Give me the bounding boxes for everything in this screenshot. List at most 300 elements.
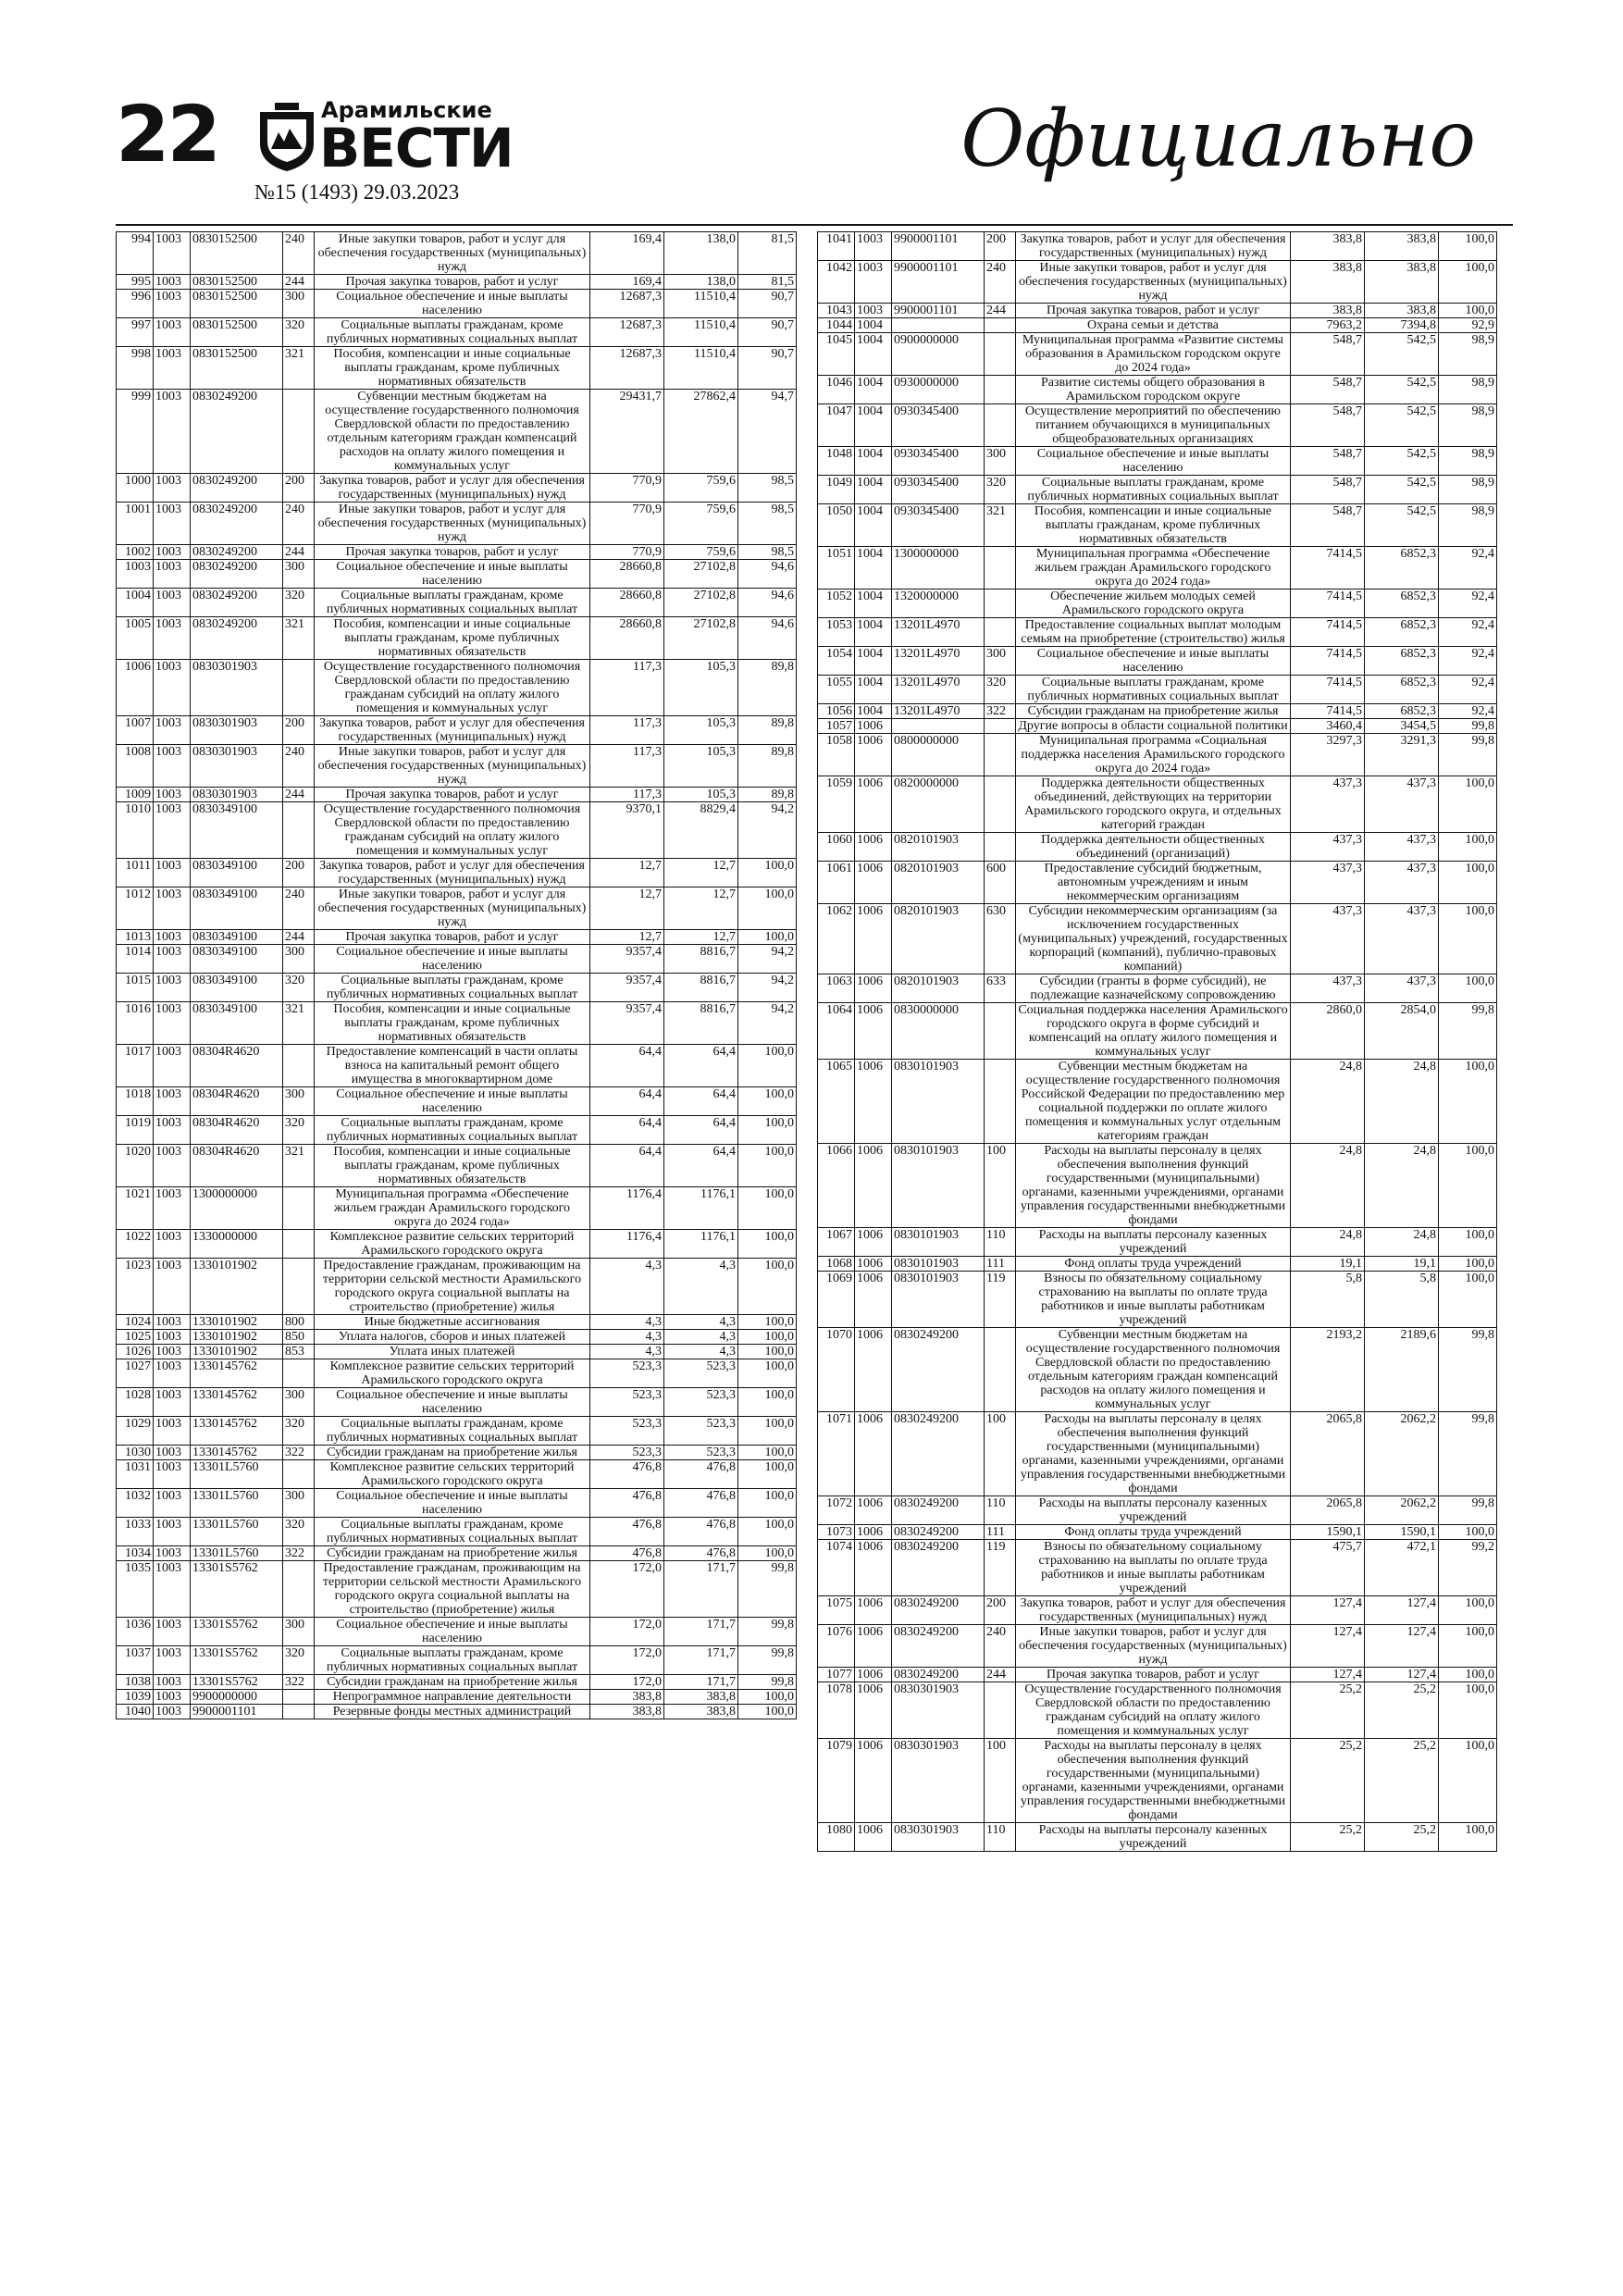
row-number: 1031: [117, 1460, 154, 1489]
expense-type-code: [985, 833, 1016, 862]
expense-type-code: 320: [283, 1646, 315, 1675]
item-name: Субвенции местным бюджетам на осуществление государственного полномочия Свердловской области по предоставлению отдельным категориям граждан компенсаций расходов на оплату жилого помещения и коммунальных услуг: [315, 390, 590, 474]
item-name: Обеспечение жильем молодых семей Арамильского городского округа: [1016, 590, 1291, 618]
executed-amount: 759,6: [664, 474, 738, 503]
section-code: 1004: [855, 447, 892, 476]
executed-amount: 383,8: [664, 1690, 738, 1705]
executed-amount: 3291,3: [1365, 734, 1439, 776]
section-code: 1003: [154, 545, 191, 560]
target-article-code: 0830152500: [191, 275, 283, 290]
table-row: [117, 1618, 797, 1646]
row-number: 1070: [818, 1328, 855, 1412]
execution-percent: 89,8: [738, 745, 797, 788]
header-rule: [116, 224, 1513, 226]
item-name: Непрограммное направление деятельности: [315, 1690, 590, 1705]
execution-percent: 94,2: [738, 1002, 797, 1045]
item-name: Расходы на выплаты персоналу в целях обеспечения выполнения функций государственными (муниципальными) органами, казенными учреждениями, органами управления государственными внебюджетными фондами: [1016, 1739, 1291, 1823]
table-row: [818, 676, 1497, 704]
planned-amount: 7414,5: [1291, 590, 1365, 618]
target-article-code: 1330145762: [191, 1359, 283, 1388]
expense-type-code: 300: [985, 647, 1016, 676]
table-row: [818, 1496, 1497, 1525]
planned-amount: 523,3: [590, 1417, 664, 1446]
expense-type-code: 240: [283, 745, 315, 788]
expense-type-code: 244: [985, 304, 1016, 318]
table-row: [818, 447, 1497, 476]
row-number: 1008: [117, 745, 154, 788]
executed-amount: 2062,2: [1365, 1496, 1439, 1525]
expense-type-code: 320: [283, 1417, 315, 1446]
expense-type-code: [283, 1690, 315, 1705]
expense-type-code: 800: [283, 1315, 315, 1330]
section-code: 1003: [154, 716, 191, 745]
row-number: 1018: [117, 1087, 154, 1116]
expense-type-code: 244: [283, 275, 315, 290]
target-article-code: 0830249200: [191, 503, 283, 545]
item-name: Прочая закупка товаров, работ и услуг: [315, 788, 590, 802]
execution-percent: 100,0: [1439, 1228, 1497, 1257]
target-article-code: 1330145762: [191, 1417, 283, 1446]
item-name: Муниципальная программа «Развитие системы образования в Арамильском городском округе до 2024 года»: [1016, 333, 1291, 376]
expense-type-code: 200: [283, 474, 315, 503]
table-row: [818, 1682, 1497, 1739]
item-name: Социальное обеспечение и иные выплаты населению: [315, 1618, 590, 1646]
right-column: [817, 231, 1496, 1852]
section-code: 1003: [154, 802, 191, 859]
item-name: Социальное обеспечение и иные выплаты населению: [315, 560, 590, 589]
section-code: 1003: [154, 974, 191, 1002]
execution-percent: 100,0: [1439, 1596, 1497, 1625]
target-article-code: 0830249200: [892, 1668, 985, 1682]
execution-percent: 100,0: [738, 1489, 797, 1518]
item-name: Социальные выплаты гражданам, кроме публичных нормативных социальных выплат: [315, 318, 590, 347]
row-number: 1006: [117, 660, 154, 716]
executed-amount: 383,8: [664, 1705, 738, 1719]
executed-amount: 64,4: [664, 1145, 738, 1187]
section-code: 1004: [855, 704, 892, 719]
planned-amount: 2065,8: [1291, 1496, 1365, 1525]
table-row: [818, 318, 1497, 333]
executed-amount: 542,5: [1365, 333, 1439, 376]
executed-amount: 24,8: [1365, 1228, 1439, 1257]
left-column: [116, 231, 796, 1719]
execution-percent: 100,0: [738, 1446, 797, 1460]
target-article-code: 1300000000: [892, 547, 985, 590]
row-number: 1054: [818, 647, 855, 676]
table-row: [818, 590, 1497, 618]
section-code: 1003: [154, 887, 191, 930]
target-article-code: 9900000000: [191, 1690, 283, 1705]
row-number: 1049: [818, 476, 855, 504]
row-number: 1066: [818, 1144, 855, 1228]
planned-amount: 2065,8: [1291, 1412, 1365, 1496]
executed-amount: 8816,7: [664, 945, 738, 974]
section-code: 1006: [855, 776, 892, 833]
item-name: Расходы на выплаты персоналу казенных учреждений: [1016, 1823, 1291, 1852]
executed-amount: 476,8: [664, 1460, 738, 1489]
execution-percent: 100,0: [738, 1546, 797, 1561]
item-name: Предоставление компенсаций в части оплаты взноса на капитальный ремонт общего имущества в многоквартирном доме: [315, 1045, 590, 1087]
target-article-code: 1330145762: [191, 1388, 283, 1417]
expense-type-code: [985, 333, 1016, 376]
section-code: 1006: [855, 1668, 892, 1682]
executed-amount: 1590,1: [1365, 1525, 1439, 1540]
section-code: 1003: [154, 1359, 191, 1388]
planned-amount: 4,3: [590, 1345, 664, 1359]
row-number: 1050: [818, 504, 855, 547]
target-article-code: [892, 719, 985, 734]
planned-amount: 12,7: [590, 930, 664, 945]
execution-percent: 100,0: [738, 1388, 797, 1417]
section-code: 1006: [855, 1257, 892, 1272]
section-code: 1003: [154, 788, 191, 802]
executed-amount: 127,4: [1365, 1668, 1439, 1682]
table-row: [117, 1259, 797, 1315]
row-number: 1022: [117, 1230, 154, 1259]
expense-type-code: 322: [283, 1675, 315, 1690]
planned-amount: 29431,7: [590, 390, 664, 474]
item-name: Расходы на выплаты персоналу в целях обеспечения выполнения функций государственными (муниципальными) органами, казенными учреждениями, органами управления государственными внебюджетными фондами: [1016, 1144, 1291, 1228]
section-code: 1003: [154, 1230, 191, 1259]
item-name: Иные закупки товаров, работ и услуг для обеспечения государственных (муниципальных) нужд: [315, 887, 590, 930]
item-name: Пособия, компенсации и иные социальные выплаты гражданам, кроме публичных нормативных обязательств: [315, 617, 590, 660]
table-row: [117, 617, 797, 660]
executed-amount: 11510,4: [664, 318, 738, 347]
table-row: [818, 504, 1497, 547]
table-row: [117, 589, 797, 617]
row-number: 1048: [818, 447, 855, 476]
row-number: 1027: [117, 1359, 154, 1388]
expense-type-code: 200: [283, 716, 315, 745]
table-row: [818, 618, 1497, 647]
executed-amount: 1176,1: [664, 1230, 738, 1259]
table-row: [818, 1144, 1497, 1228]
expense-type-code: 320: [283, 974, 315, 1002]
section-code: 1003: [154, 859, 191, 887]
planned-amount: 25,2: [1291, 1739, 1365, 1823]
item-name: Пособия, компенсации и иные социальные выплаты гражданам, кроме публичных нормативных обязательств: [1016, 504, 1291, 547]
target-article-code: 13201L4970: [892, 647, 985, 676]
row-number: 1025: [117, 1330, 154, 1345]
expense-type-code: 119: [985, 1540, 1016, 1596]
execution-percent: 92,4: [1439, 618, 1497, 647]
table-row: [117, 474, 797, 503]
planned-amount: 383,8: [1291, 261, 1365, 304]
target-article-code: 0830249200: [892, 1525, 985, 1540]
execution-percent: 98,5: [738, 474, 797, 503]
expense-type-code: 110: [985, 1496, 1016, 1525]
executed-amount: 542,5: [1365, 404, 1439, 447]
row-number: 1073: [818, 1525, 855, 1540]
planned-amount: 4,3: [590, 1330, 664, 1345]
table-row: [117, 945, 797, 974]
executed-amount: 6852,3: [1365, 676, 1439, 704]
execution-percent: 90,7: [738, 290, 797, 318]
row-number: 1033: [117, 1518, 154, 1546]
planned-amount: 117,3: [590, 660, 664, 716]
expense-type-code: 200: [985, 232, 1016, 261]
executed-amount: 24,8: [1365, 1144, 1439, 1228]
target-article-code: 0830249200: [892, 1540, 985, 1596]
expense-type-code: 321: [283, 347, 315, 390]
execution-percent: 100,0: [1439, 1060, 1497, 1144]
planned-amount: 24,8: [1291, 1228, 1365, 1257]
target-article-code: 13201L4970: [892, 704, 985, 719]
brand-top-text: Арамильские: [321, 97, 492, 123]
execution-percent: 94,6: [738, 560, 797, 589]
section-code: 1003: [154, 318, 191, 347]
planned-amount: 24,8: [1291, 1060, 1365, 1144]
table-row: [117, 545, 797, 560]
executed-amount: 138,0: [664, 232, 738, 275]
target-article-code: 08304R4620: [191, 1087, 283, 1116]
section-code: 1003: [154, 275, 191, 290]
expense-type-code: 200: [985, 1596, 1016, 1625]
expense-type-code: 322: [283, 1446, 315, 1460]
row-number: 1026: [117, 1345, 154, 1359]
execution-percent: 98,9: [1439, 504, 1497, 547]
row-number: 998: [117, 347, 154, 390]
item-name: Поддержка деятельности общественных объединений (организаций): [1016, 833, 1291, 862]
target-article-code: 1330101902: [191, 1330, 283, 1345]
planned-amount: 7414,5: [1291, 647, 1365, 676]
planned-amount: 12687,3: [590, 318, 664, 347]
section-code: 1004: [855, 547, 892, 590]
executed-amount: 12,7: [664, 930, 738, 945]
execution-percent: 98,9: [1439, 376, 1497, 404]
item-name: Социальное обеспечение и иные выплаты населению: [315, 1388, 590, 1417]
section-code: 1004: [855, 504, 892, 547]
item-name: Субвенции местным бюджетам на осуществление государственного полномочия Российской Федерации по предоставлению мер социальной поддержки по оплате жилого помещения и коммунальных услуг отдельным категориям граждан: [1016, 1060, 1291, 1144]
expense-type-code: [283, 1705, 315, 1719]
expense-type-code: [985, 719, 1016, 734]
target-article-code: 0830000000: [892, 1003, 985, 1060]
table-row: [117, 560, 797, 589]
target-article-code: 9900001101: [892, 304, 985, 318]
executed-amount: 171,7: [664, 1646, 738, 1675]
planned-amount: 25,2: [1291, 1823, 1365, 1852]
executed-amount: 105,3: [664, 788, 738, 802]
item-name: Иные закупки товаров, работ и услуг для обеспечения государственных (муниципальных) нужд: [1016, 261, 1291, 304]
section-code: 1006: [855, 734, 892, 776]
execution-percent: 89,8: [738, 660, 797, 716]
executed-amount: 437,3: [1365, 974, 1439, 1003]
row-number: 1023: [117, 1259, 154, 1315]
item-name: Осуществление мероприятий по обеспечению питанием обучающихся в муниципальных общеобразовательных организациях: [1016, 404, 1291, 447]
expense-type-code: [283, 1230, 315, 1259]
expense-type-code: 300: [283, 1388, 315, 1417]
item-name: Иные закупки товаров, работ и услуг для обеспечения государственных (муниципальных) нужд: [315, 232, 590, 275]
execution-percent: 100,0: [1439, 1272, 1497, 1328]
item-name: Закупка товаров, работ и услуг для обеспечения государственных (муниципальных) нужд: [315, 474, 590, 503]
planned-amount: 475,7: [1291, 1540, 1365, 1596]
table-row: [117, 1359, 797, 1388]
target-article-code: 0820101903: [892, 862, 985, 904]
planned-amount: 172,0: [590, 1618, 664, 1646]
target-article-code: 9900001101: [892, 232, 985, 261]
section-code: 1006: [855, 1739, 892, 1823]
table-row: [117, 1187, 797, 1230]
expense-type-code: 322: [985, 704, 1016, 719]
section-code: 1006: [855, 1228, 892, 1257]
target-article-code: 0830301903: [191, 716, 283, 745]
planned-amount: 437,3: [1291, 974, 1365, 1003]
table-row: [117, 1116, 797, 1145]
executed-amount: 27102,8: [664, 617, 738, 660]
target-article-code: 0830349100: [191, 802, 283, 859]
planned-amount: 12687,3: [590, 347, 664, 390]
item-name: Субвенции местным бюджетам на осуществление государственного полномочия Свердловской области по предоставлению отдельным категориям граждан компенсаций расходов на оплату жилого помещения и коммунальных услуг: [1016, 1328, 1291, 1412]
row-number: 1016: [117, 1002, 154, 1045]
planned-amount: 7414,5: [1291, 618, 1365, 647]
target-article-code: 13301S5762: [191, 1618, 283, 1646]
target-article-code: 0930345400: [892, 447, 985, 476]
executed-amount: 12,7: [664, 887, 738, 930]
execution-percent: 100,0: [1439, 862, 1497, 904]
section-code: 1003: [154, 1690, 191, 1705]
table-row: [818, 704, 1497, 719]
planned-amount: 770,9: [590, 474, 664, 503]
section-code: 1003: [154, 1561, 191, 1618]
executed-amount: 759,6: [664, 545, 738, 560]
expense-type-code: 111: [985, 1257, 1016, 1272]
issue-info: №15 (1493) 29.03.2023: [254, 180, 460, 204]
executed-amount: 476,8: [664, 1489, 738, 1518]
execution-percent: 98,5: [738, 503, 797, 545]
executed-amount: 127,4: [1365, 1625, 1439, 1668]
execution-percent: 100,0: [1439, 974, 1497, 1003]
table-row: [117, 1388, 797, 1417]
target-article-code: 13201L4970: [892, 618, 985, 647]
expense-type-code: [283, 802, 315, 859]
row-number: 1038: [117, 1675, 154, 1690]
section-code: 1006: [855, 833, 892, 862]
expense-type-code: 100: [985, 1412, 1016, 1496]
table-row: [818, 1823, 1497, 1852]
execution-percent: 100,0: [738, 1315, 797, 1330]
target-article-code: 13301S5762: [191, 1561, 283, 1618]
section-code: 1003: [154, 1259, 191, 1315]
section-code: 1003: [154, 1345, 191, 1359]
target-article-code: 0830249200: [892, 1496, 985, 1525]
row-number: 1068: [818, 1257, 855, 1272]
executed-amount: 542,5: [1365, 504, 1439, 547]
execution-percent: 98,9: [1439, 476, 1497, 504]
target-article-code: 1330101902: [191, 1315, 283, 1330]
planned-amount: 25,2: [1291, 1682, 1365, 1739]
planned-amount: 117,3: [590, 745, 664, 788]
target-article-code: 9900001101: [892, 261, 985, 304]
target-article-code: 0830301903: [892, 1682, 985, 1739]
table-row: [818, 647, 1497, 676]
row-number: 1013: [117, 930, 154, 945]
expense-type-code: [985, 1682, 1016, 1739]
table-row: [818, 1272, 1497, 1328]
row-number: 1024: [117, 1315, 154, 1330]
item-name: Социальные выплаты гражданам, кроме публичных нормативных социальных выплат: [1016, 476, 1291, 504]
target-article-code: 0830349100: [191, 887, 283, 930]
planned-amount: 4,3: [590, 1315, 664, 1330]
section-code: 1003: [154, 1646, 191, 1675]
expense-type-code: [985, 1003, 1016, 1060]
executed-amount: 523,3: [664, 1388, 738, 1417]
section-code: 1003: [154, 660, 191, 716]
item-name: Расходы на выплаты персоналу казенных учреждений: [1016, 1228, 1291, 1257]
target-article-code: 0830249200: [191, 390, 283, 474]
executed-amount: 2189,6: [1365, 1328, 1439, 1412]
target-article-code: 0830152500: [191, 318, 283, 347]
target-article-code: 13301L5760: [191, 1489, 283, 1518]
execution-percent: 100,0: [1439, 304, 1497, 318]
expense-type-code: 244: [985, 1668, 1016, 1682]
planned-amount: 1176,4: [590, 1230, 664, 1259]
row-number: 1047: [818, 404, 855, 447]
row-number: 1053: [818, 618, 855, 647]
executed-amount: 19,1: [1365, 1257, 1439, 1272]
table-row: [117, 503, 797, 545]
item-name: Социальное обеспечение и иные выплаты населению: [1016, 447, 1291, 476]
planned-amount: 523,3: [590, 1388, 664, 1417]
table-row: [117, 1230, 797, 1259]
section-code: 1003: [154, 1087, 191, 1116]
item-name: Прочая закупка товаров, работ и услуг: [1016, 1668, 1291, 1682]
expense-type-code: [283, 1187, 315, 1230]
section-code: 1004: [855, 676, 892, 704]
target-article-code: 13201L4970: [892, 676, 985, 704]
section-code: 1006: [855, 1525, 892, 1540]
expense-type-code: 321: [283, 1145, 315, 1187]
planned-amount: 548,7: [1291, 476, 1365, 504]
execution-percent: 100,0: [738, 1359, 797, 1388]
item-name: Социальное обеспечение и иные выплаты населению: [315, 1087, 590, 1116]
section-code: 1003: [154, 1546, 191, 1561]
section-code: 1003: [154, 290, 191, 318]
planned-amount: 2860,0: [1291, 1003, 1365, 1060]
target-article-code: 0830301903: [191, 788, 283, 802]
section-code: 1003: [154, 1417, 191, 1446]
row-number: 1039: [117, 1690, 154, 1705]
executed-amount: 25,2: [1365, 1682, 1439, 1739]
table-row: [117, 1646, 797, 1675]
table-row: [818, 776, 1497, 833]
item-name: Фонд оплаты труда учреждений: [1016, 1525, 1291, 1540]
executed-amount: 6852,3: [1365, 590, 1439, 618]
execution-percent: 100,0: [1439, 261, 1497, 304]
execution-percent: 98,9: [1439, 333, 1497, 376]
row-number: 1042: [818, 261, 855, 304]
expense-type-code: 320: [283, 1518, 315, 1546]
executed-amount: 523,3: [664, 1446, 738, 1460]
executed-amount: 64,4: [664, 1087, 738, 1116]
brand-main-text: ВЕСТИ: [319, 117, 514, 180]
executed-amount: 4,3: [664, 1259, 738, 1315]
item-name: Охрана семьи и детства: [1016, 318, 1291, 333]
execution-percent: 92,9: [1439, 318, 1497, 333]
table-row: [117, 347, 797, 390]
table-row: [818, 476, 1497, 504]
executed-amount: 27102,8: [664, 560, 738, 589]
row-number: 1004: [117, 589, 154, 617]
section-code: 1004: [855, 376, 892, 404]
table-row: [117, 1045, 797, 1087]
expense-type-code: [985, 1328, 1016, 1412]
expense-type-code: 321: [283, 617, 315, 660]
row-number: 1064: [818, 1003, 855, 1060]
expense-type-code: 321: [985, 504, 1016, 547]
table-row: [117, 788, 797, 802]
row-number: 1005: [117, 617, 154, 660]
row-number: 1010: [117, 802, 154, 859]
